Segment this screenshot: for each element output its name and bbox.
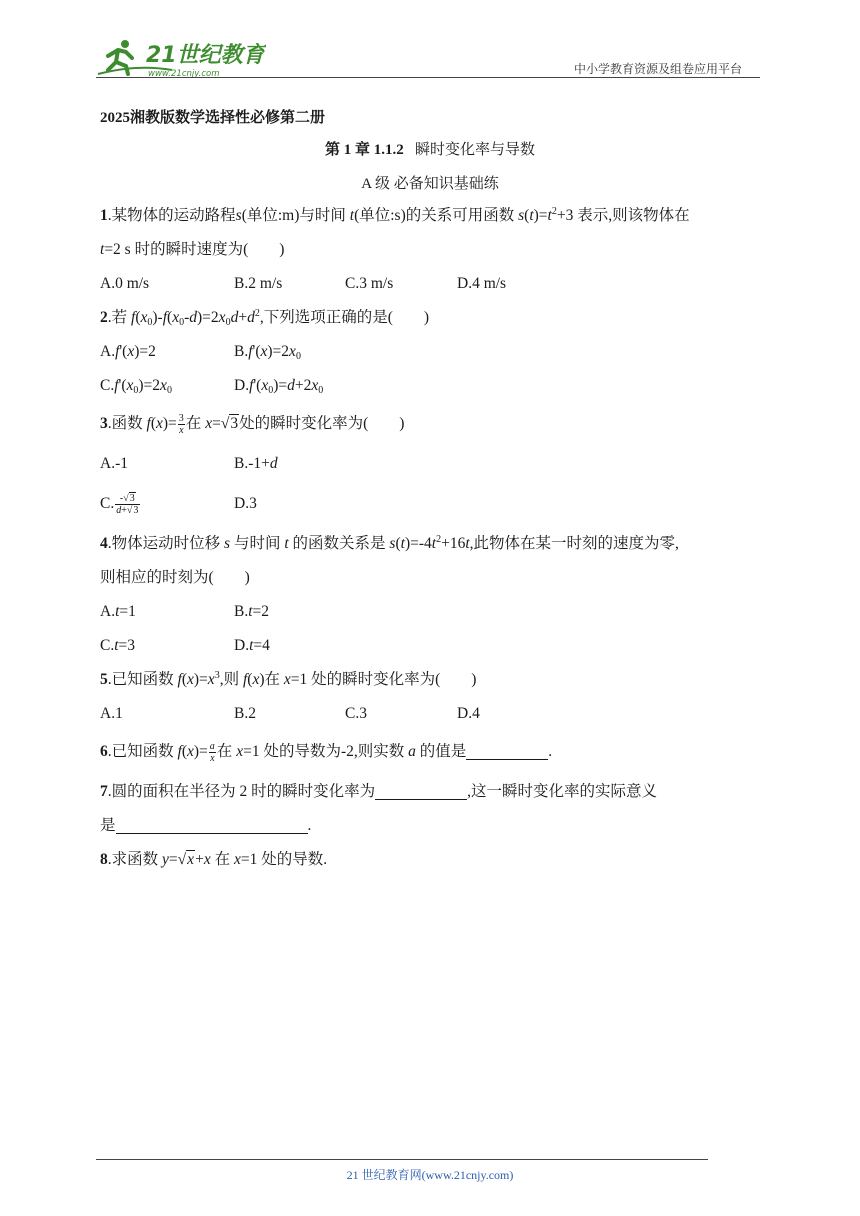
question-1-option-d: D.4 m/s — [457, 275, 507, 292]
chapter-label: 第 1 章 1.1.2 — [324, 142, 404, 158]
header-divider — [96, 77, 760, 78]
question-4-option-c: C.t=3 — [100, 637, 136, 654]
question-3-option-b: B.-1+d — [234, 455, 278, 472]
fraction-a-over-x: $\frac{a}{x}$ — [209, 740, 215, 764]
question-5-stem: 5.已知函数 $f(x)=x^3$,则 f(x)在 x=1 处的瞬时变化率为( ) — [100, 670, 477, 688]
answer-blank-6 — [466, 743, 548, 760]
question-7-number: 7 — [100, 783, 108, 800]
question-8-stem: 8.求函数 y=√x+x 在 x=1 处的导数. — [100, 851, 328, 868]
question-5-option-d: D.4 — [457, 705, 480, 722]
book-title: 2025湘教版数学选择性必修第二册 — [100, 110, 326, 126]
runner-logo-icon — [96, 34, 266, 80]
question-3-option-d: D.3 — [234, 495, 257, 512]
question-6-stem: 6.已知函数 f(x)= $\frac{a}{x}$ 在 x=1 处的导数为-2,则实数 a 的值是 . — [100, 740, 553, 764]
question-4-option-b: B.t=2 — [234, 603, 270, 620]
fraction-option-c: $\frac{-√3}{d+√3}$ — [116, 492, 139, 516]
question-1-number: 1 — [100, 207, 108, 224]
question-1-line-2: t=2 s 时的瞬时速度为( ) — [100, 241, 285, 258]
question-1-line-1: 1.某物体的运动路程s(单位:m)与时间 t(单位:s)的关系可用函数 $s(t)=t^2+3$ 表示,则该物体在 — [100, 206, 690, 224]
footer-divider — [96, 1159, 708, 1160]
question-2-option-b: $B.f'(x)=2x_0$ — [234, 343, 301, 362]
question-5-number: 5 — [100, 671, 108, 688]
question-3-option-c: C. $\frac{-√3}{d+√3}$ — [100, 492, 139, 516]
question-1-option-b: B.2 m/s — [234, 275, 283, 292]
question-3-option-a: A.-1 — [100, 455, 128, 472]
logo-text: 21世纪教育 — [146, 43, 265, 68]
chapter-heading — [0, 138, 860, 159]
question-5-option-b: B.2 — [234, 705, 256, 722]
question-1-option-c: C.3 m/s — [345, 275, 394, 292]
question-2-option-a: A.f'(x)=2 — [100, 343, 156, 360]
question-7-line-1: 7.圆的面积在半径为 2 时的瞬时变化率为 ,这一瞬时变化率的实际意义 — [100, 783, 658, 800]
question-4-option-a: A.t=1 — [100, 603, 136, 620]
question-5-option-a: A.1 — [100, 705, 123, 722]
question-4-line-1: 4.物体运动时位移 s 与时间 t 的函数关系是 $s(t)=-4t^2+16t$,此物体在某一时刻的速度为零, — [100, 534, 679, 552]
question-2-option-c: $C.f'(x_0)=2x_0$ — [100, 377, 172, 396]
site-logo — [96, 34, 266, 80]
level-title: A 级 必备知识基础练 — [361, 176, 499, 192]
question-1-option-a: A.0 m/s — [100, 275, 150, 292]
footer-link[interactable]: 21 世纪教育网(www.21cnjy.com) — [346, 1168, 514, 1182]
question-3-number: 3 — [100, 415, 108, 432]
question-6-number: 6 — [100, 743, 108, 760]
fraction-3-over-x: $\frac{3}{x}$ — [178, 412, 184, 436]
question-2-option-d: $D.f'(x_0)=d+2x_0$ — [234, 377, 324, 396]
question-3-stem: 3.函数 f(x)= $\frac{3}{x}$ 在 x=√3处的瞬时变化率为( ) — [100, 412, 405, 436]
question-8-number: 8 — [100, 851, 108, 868]
answer-blank-7a — [375, 783, 467, 800]
header-site-name: 中小学教育资源及组卷应用平台 — [574, 62, 743, 76]
question-4-option-d: D.t=4 — [234, 637, 270, 654]
question-4-line-2: 则相应的时刻为( ) — [100, 569, 250, 586]
question-2-number: 2 — [100, 309, 108, 326]
logo-url: www.21cnjy.com — [148, 69, 220, 79]
question-7-line-2: 是 . — [100, 817, 312, 834]
answer-blank-7b — [116, 817, 308, 834]
question-4-number: 4 — [100, 535, 108, 552]
question-5-option-c: C.3 — [345, 705, 367, 722]
chapter-title: 瞬时变化率与导数 — [415, 142, 536, 158]
question-2-stem: 2.若 $f(x_0)-f(x_0-d)=2x_0d+d^2$,下列选项正确的是( ) — [100, 308, 430, 328]
